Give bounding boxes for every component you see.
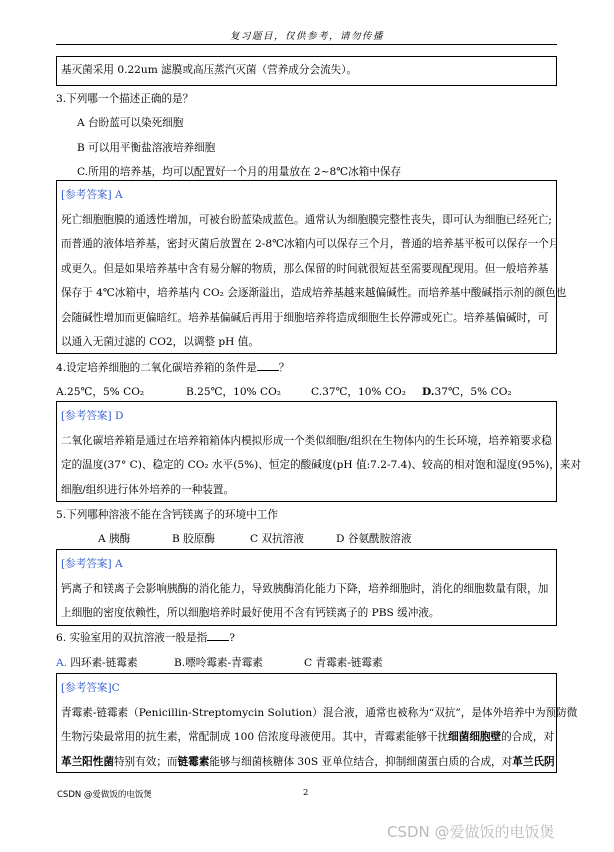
q3-answer-line: 或更久。但是如果培养基中含有易分解的物质，那么保留的时间就很短甚至需要现配现用。但一般培养基: [61, 262, 549, 275]
q6-answer-text: 特别有效；而: [113, 755, 178, 768]
q6-stem: [56, 630, 235, 645]
q3-option-c: C.所用的培养基，均可以配置好一个月的用量放在 2~8℃冰箱中保存: [77, 166, 402, 178]
q4-answer-line: 细胞/组织进行体外培养的一种装置。: [61, 483, 235, 496]
q5-options: [98, 531, 557, 545]
q3-answer-line: 而普通的液体培养基，密封灭菌后放置在 2-8℃冰箱内可以保存三个月，普通的培养基平板可以保存一个月: [61, 238, 560, 250]
q4-option-d-letter: D.: [422, 386, 435, 398]
q6-answer-text: 生物污染最常用的抗生素，常配制成 100 倍浓度母液使用。其中，青霉素能够干扰: [61, 731, 449, 743]
q4-stem-text: 4.设定培养细胞的二氧化碳培养箱的条件是: [56, 362, 257, 374]
q4-stem: [56, 360, 289, 375]
q4-answer-label: [参考答案] D: [61, 410, 124, 422]
q4-option-b: B.25℃，10% CO₂: [186, 386, 282, 398]
q5-stem: 5.下列哪种溶液不能在含钙镁离子的环境中工作: [56, 509, 278, 521]
continued-answer-box: [56, 56, 557, 86]
footer-author: CSDN @爱做饭的电饭煲: [57, 790, 152, 800]
q5-answer-label: [参考答案] A: [61, 558, 123, 570]
q3-answer-box: [56, 180, 567, 354]
q6-answer-bold: 链霉素: [177, 755, 210, 768]
q4-answer-box: [56, 401, 582, 502]
q5-answer-line: 钙离子和镁离子会影响胰酶的消化能力，导致胰酶消化能力下降，培养细胞时，消化的细胞数量有限，加: [61, 582, 549, 595]
q4-option-d: [422, 384, 512, 399]
q3-answer-line: 死亡细胞胞膜的通透性增加，可被台盼蓝染成蓝色。通常认为细胞膜完整性丧失，即可认为细胞已经死亡;: [61, 213, 552, 226]
q4-answer-line: 定的温度(37° C)、稳定的 CO₂ 水平(5%)、恒定的酸碱度(pH 值:7.2-7.4)、较高的相对饱和湿度(95%)，来对: [61, 459, 582, 471]
answer-blank: [257, 360, 279, 371]
q6-answer-box: [56, 673, 578, 773]
q4-stem-end: ？: [278, 362, 290, 374]
q6-answer-line: [61, 750, 555, 775]
q6-option-a-text: 四环素-链霉素: [70, 657, 138, 669]
q5-option-a: A 胰酶: [98, 533, 131, 545]
q3-option-a: A 台盼蓝可以染死细胞: [77, 117, 184, 129]
q3-option-b: B 可以用平衡盐溶液培养细胞: [77, 142, 216, 154]
q6-answer-line: [61, 725, 555, 750]
q6-options: [56, 655, 557, 669]
q6-option-c: C 青霉素-链霉素: [304, 657, 383, 669]
q4-option-a: A.25℃，5% CO₂: [56, 386, 145, 398]
q4-option-d-text: 37℃，5% CO₂: [434, 386, 512, 398]
q6-stem-end: ?: [229, 632, 235, 644]
q6-answer-bold: 细菌细胞壁: [448, 731, 502, 743]
q4-answer-line: 二氧化碳培养箱是通过在培养箱箱体内模拟形成一个类似细胞/组织在生物体内的生长环境，培养箱要求稳: [61, 434, 552, 447]
q3-stem: 3.下列哪一个描述正确的是？: [56, 93, 194, 105]
q6-answer-bold: 革兰阳性菌: [61, 755, 114, 768]
continued-answer-text: 基灭菌采用 0.22um 滤膜或高压蒸汽灭菌（营养成分会流失）。: [61, 64, 358, 76]
q3-answer-line: 保存于 4℃冰箱中，培养基内 CO₂ 会逐渐溢出，造成培养基越来越偏碱性。而培养基中酸碱指示剂的颜色也: [61, 287, 567, 299]
header-divider: [56, 44, 557, 45]
q5-option-d: D 谷氨酰胺溶液: [336, 533, 412, 545]
q6-answer-bold: 革兰氏阴: [512, 755, 555, 768]
q3-answer-label: [参考答案] A: [61, 189, 123, 201]
q6-answer-label: [参考答案]C: [61, 682, 120, 694]
q5-option-b: B 胶原酶: [172, 533, 215, 545]
q6-answer-line: 青霉素-链霉素（Penicillin-Streptomycin Solution）混合液，通常也被称为“双抗”，是体外培养中为预防微: [61, 706, 578, 719]
q6-answer-text: 的合成，对: [501, 731, 555, 743]
q6-stem-text: 6. 实验室用的双抗溶液一般是指: [56, 632, 208, 644]
q3-answer-line: 会随碱性增加而更偏暗红。培养基偏碱后再用于细胞培养将造成细胞生长停滞或死亡。培养基偏碱时，可: [61, 311, 549, 324]
csdn-watermark: CSDN @爱做饭的电饭煲: [387, 823, 555, 841]
answer-blank: [207, 630, 229, 641]
page-number: 2: [303, 788, 309, 798]
q5-answer-line: 上细胞的密度依赖性，所以细胞培养时最好使用不含有钙镁离子的 PBS 缓冲液。: [61, 607, 440, 619]
q6-answer-text: 能够与细菌核糖体 30S 亚单位结合，抑制细菌蛋白质的合成，对: [209, 755, 513, 768]
q5-answer-box: [56, 549, 557, 626]
page-header: 复习题目，仅供参考，请勿传播: [229, 31, 384, 42]
q3-answer-line: 以通入无菌过滤的 CO2，以调整 pH 值。: [61, 336, 259, 348]
q6-option-a-letter: A.: [56, 657, 68, 669]
q6-option-a: [56, 655, 138, 670]
q6-option-b: B.嘌呤霉素-青霉素: [174, 657, 263, 669]
q4-options: [56, 384, 557, 398]
q4-option-c: C.37℃，10% CO₂: [311, 386, 406, 398]
q5-option-c: C 双抗溶液: [250, 533, 304, 545]
